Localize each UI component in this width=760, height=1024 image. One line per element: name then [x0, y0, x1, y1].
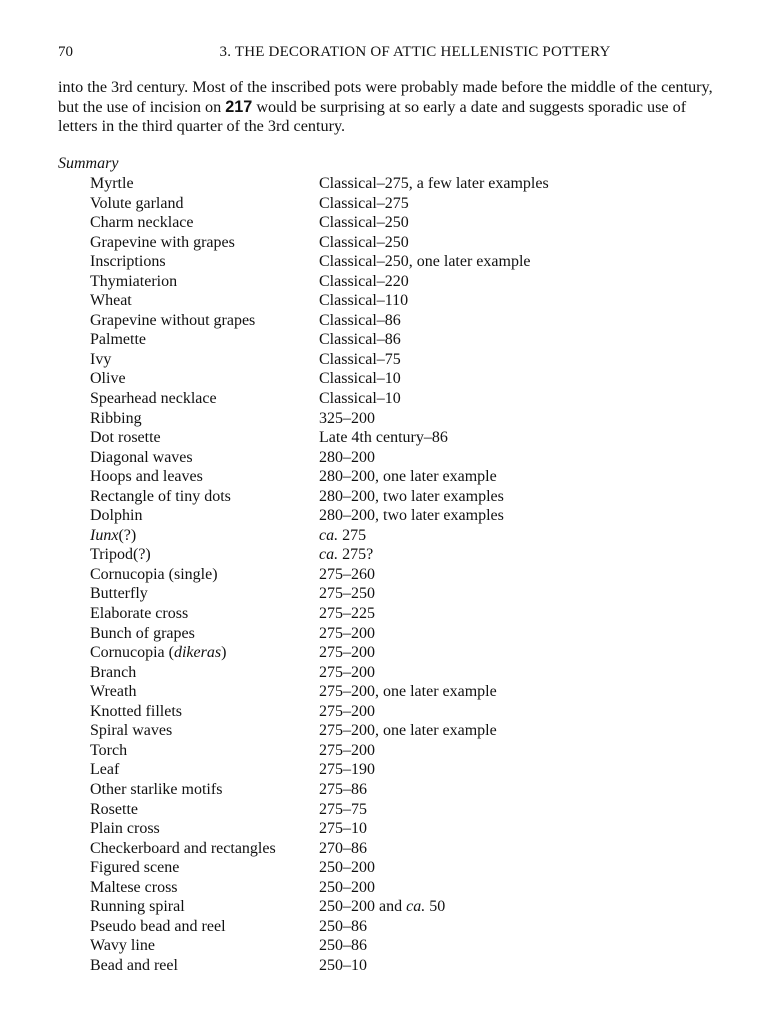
motif-text: Knotted fillets	[90, 702, 182, 720]
motif-date-range	[319, 917, 367, 937]
summary-row	[90, 819, 549, 839]
running-head: 3. THE DECORATION OF ATTIC HELLENISTIC POTTERY	[219, 44, 611, 60]
motif-text: Figured scene	[90, 859, 180, 877]
motif-text: Dot rosette	[90, 429, 161, 447]
motif-text: Myrtle	[90, 175, 134, 192]
motif-text: Maltese cross	[90, 878, 178, 896]
motif-name	[90, 643, 319, 663]
motif-name	[90, 741, 319, 761]
motif-text: Diagonal waves	[90, 448, 193, 466]
motif-text: Spiral waves	[90, 722, 173, 740]
motif-date-range	[319, 174, 549, 194]
motif-text: Charm necklace	[90, 214, 194, 232]
summary-row	[90, 917, 549, 937]
motif-italic-text: Iunx	[90, 526, 119, 544]
motif-date-range	[319, 350, 401, 370]
motif-name	[90, 330, 319, 350]
date-text: 275–190	[319, 761, 375, 779]
summary-row	[90, 545, 549, 565]
motif-name	[90, 760, 319, 780]
motif-date-range	[319, 252, 530, 272]
date-text: Classical–86	[319, 311, 401, 329]
summary-row	[90, 272, 549, 292]
motif-name	[90, 448, 319, 468]
summary-row	[90, 878, 549, 898]
summary-row	[90, 584, 549, 604]
motif-date-range	[319, 663, 375, 683]
date-text: 270–86	[319, 839, 367, 857]
motif-date-range	[319, 565, 375, 585]
motif-name	[90, 819, 319, 839]
date-text: 275–10	[319, 820, 367, 838]
date-text: 250–86	[319, 937, 367, 955]
motif-name	[90, 565, 319, 585]
date-text: 280–200, two later examples	[319, 487, 504, 505]
summary-row	[90, 448, 549, 468]
motif-text: Olive	[90, 370, 126, 388]
motif-name	[90, 428, 319, 448]
motif-date-range	[319, 409, 375, 429]
motif-date-range	[319, 311, 401, 331]
summary-row	[90, 760, 549, 780]
page-number: 70	[58, 44, 73, 60]
summary-row	[90, 428, 549, 448]
motif-date-range	[319, 956, 367, 976]
motif-name	[90, 506, 319, 526]
date-text: Classical–86	[319, 331, 401, 349]
summary-row	[90, 682, 549, 702]
motif-text: Ribbing	[90, 409, 142, 427]
motif-name	[90, 369, 319, 389]
motif-date-range	[319, 624, 375, 644]
summary-row	[90, 858, 549, 878]
date-text: 275–200	[319, 663, 375, 681]
summary-row	[90, 839, 549, 859]
summary-row	[90, 409, 549, 429]
summary-row	[90, 956, 549, 976]
motif-date-range	[319, 233, 409, 253]
motif-date-range	[319, 369, 401, 389]
motif-date-range	[319, 936, 367, 956]
motif-text: Butterfly	[90, 585, 148, 603]
motif-text: Rectangle of tiny dots	[90, 487, 231, 505]
date-text: 250–200 and	[319, 898, 407, 916]
motif-text: Volute garland	[90, 194, 184, 212]
date-text: 275–200	[319, 644, 375, 662]
motif-date-range	[319, 291, 408, 311]
motif-name	[90, 897, 319, 917]
motif-name	[90, 467, 319, 487]
date-text: 275–200	[319, 702, 375, 720]
summary-row	[90, 800, 549, 820]
motif-name	[90, 858, 319, 878]
motif-name	[90, 409, 319, 429]
motif-date-range	[319, 819, 367, 839]
date-italic-text: ca.	[319, 526, 339, 544]
motif-text: Cornucopia (	[90, 644, 174, 662]
date-text: 325–200	[319, 409, 375, 427]
motif-text: Other starlike motifs	[90, 780, 223, 798]
motif-text: Tripod(?)	[90, 546, 151, 564]
date-italic-text: ca.	[319, 546, 339, 564]
motif-text: Inscriptions	[90, 253, 166, 271]
date-text: 275–200, one later example	[319, 683, 497, 701]
motif-date-range	[319, 545, 373, 565]
date-text: Classical–75	[319, 350, 401, 368]
motif-text: Spearhead necklace	[90, 390, 217, 408]
date-text: Late 4th century–86	[319, 429, 448, 447]
motif-text: Hoops and leaves	[90, 468, 203, 486]
motif-date-range	[319, 741, 375, 761]
summary-row	[90, 624, 549, 644]
date-text: Classical–250	[319, 233, 409, 251]
motif-text: Branch	[90, 663, 137, 681]
motif-name	[90, 800, 319, 820]
summary-heading: Summary	[58, 155, 119, 172]
motif-name	[90, 604, 319, 624]
summary-row	[90, 174, 549, 194]
motif-date-range	[319, 858, 375, 878]
summary-row	[90, 467, 549, 487]
summary-row	[90, 663, 549, 683]
date-text: Classical–275	[319, 194, 409, 212]
motif-date-range	[319, 194, 409, 214]
date-text: 275	[338, 526, 367, 544]
date-text: 275?	[338, 546, 374, 564]
summary-row	[90, 233, 549, 253]
motif-date-range	[319, 682, 497, 702]
motif-name	[90, 663, 319, 683]
summary-row	[90, 936, 549, 956]
date-text: Classical–220	[319, 272, 409, 290]
date-text: 275–86	[319, 780, 367, 798]
summary-row	[90, 604, 549, 624]
summary-row	[90, 194, 549, 214]
motif-name	[90, 780, 319, 800]
summary-row	[90, 389, 549, 409]
date-text: 275–250	[319, 585, 375, 603]
date-text: 280–200, one later example	[319, 468, 497, 486]
summary-table	[90, 174, 549, 975]
motif-text: (?)	[118, 526, 137, 544]
motif-date-range	[319, 839, 367, 859]
motif-text: Plain cross	[90, 820, 160, 838]
summary-row	[90, 291, 549, 311]
summary-row	[90, 741, 549, 761]
motif-date-range	[319, 702, 375, 722]
intro-text-before: into the 3rd century. Most of the inscribed pots were probably made before the middle of the century, but the use of incision on	[58, 78, 713, 116]
date-text: 275–260	[319, 565, 375, 583]
motif-text: Bunch of grapes	[90, 624, 195, 642]
date-text: 275–225	[319, 605, 375, 623]
motif-text: Cornucopia (single)	[90, 565, 218, 583]
motif-name	[90, 917, 319, 937]
motif-date-range	[319, 897, 445, 917]
motif-name	[90, 545, 319, 565]
motif-date-range	[319, 584, 375, 604]
motif-text: Wreath	[90, 683, 137, 701]
motif-name	[90, 956, 319, 976]
motif-name	[90, 174, 319, 194]
summary-row	[90, 506, 549, 526]
motif-date-range	[319, 506, 504, 526]
motif-text: Pseudo bead and reel	[90, 917, 226, 935]
summary-row	[90, 897, 549, 917]
summary-row	[90, 369, 549, 389]
motif-text: Wheat	[90, 292, 132, 310]
motif-name	[90, 233, 319, 253]
motif-name	[90, 252, 319, 272]
motif-name	[90, 194, 319, 214]
motif-name	[90, 584, 319, 604]
motif-text: Palmette	[90, 331, 146, 349]
motif-text: )	[221, 644, 227, 662]
date-italic-text: ca.	[406, 898, 426, 916]
date-text: 275–200	[319, 741, 375, 759]
summary-row	[90, 702, 549, 722]
motif-name	[90, 682, 319, 702]
date-text: Classical–110	[319, 292, 409, 310]
motif-name	[90, 702, 319, 722]
motif-date-range	[319, 467, 497, 487]
motif-name	[90, 936, 319, 956]
date-text: 275–200	[319, 624, 375, 642]
motif-italic-text: dikeras	[173, 644, 222, 662]
summary-row	[90, 526, 549, 546]
motif-name	[90, 878, 319, 898]
motif-text: Elaborate cross	[90, 605, 189, 623]
summary-row	[90, 213, 549, 233]
motif-text: Dolphin	[90, 507, 143, 525]
summary-row	[90, 311, 549, 331]
motif-text: Grapevine without grapes	[90, 311, 256, 329]
intro-text-after: would be surprising at so early a date and suggests sporadic use of letters in the third quarter of the 3rd century.	[58, 97, 687, 135]
motif-name	[90, 721, 319, 741]
motif-date-range	[319, 428, 448, 448]
motif-text: Ivy	[90, 350, 112, 368]
motif-date-range	[319, 780, 367, 800]
motif-name	[90, 272, 319, 292]
date-text: 275–75	[319, 800, 367, 818]
date-text: 280–200, two later examples	[319, 507, 504, 525]
motif-text: Torch	[90, 741, 128, 759]
motif-date-range	[319, 878, 375, 898]
motif-date-range	[319, 389, 401, 409]
date-text: 250–200	[319, 859, 375, 877]
motif-date-range	[319, 330, 401, 350]
summary-row	[90, 350, 549, 370]
date-text: Classical–275, a few later examples	[319, 175, 549, 192]
summary-row	[90, 643, 549, 663]
summary-row	[90, 252, 549, 272]
date-text: 50	[425, 898, 446, 916]
motif-name	[90, 213, 319, 233]
motif-date-range	[319, 272, 409, 292]
motif-text: Bead and reel	[90, 956, 178, 974]
summary-row	[90, 721, 549, 741]
summary-row	[90, 780, 549, 800]
motif-name	[90, 526, 319, 546]
motif-date-range	[319, 448, 375, 468]
motif-text: Wavy line	[90, 937, 155, 955]
motif-date-range	[319, 721, 497, 741]
date-text: Classical–10	[319, 390, 401, 408]
summary-row	[90, 330, 549, 350]
motif-name	[90, 624, 319, 644]
date-text: Classical–250, one later example	[319, 253, 531, 271]
motif-date-range	[319, 643, 375, 663]
motif-name	[90, 389, 319, 409]
date-text: 250–10	[319, 956, 367, 974]
summary-row	[90, 487, 549, 507]
intro-paragraph	[58, 78, 718, 137]
motif-text: Rosette	[90, 800, 138, 818]
motif-name	[90, 487, 319, 507]
date-text: 275–200, one later example	[319, 722, 497, 740]
motif-date-range	[319, 760, 375, 780]
intro-bold-number: 217	[225, 97, 253, 116]
date-text: Classical–250	[319, 214, 409, 232]
motif-date-range	[319, 213, 409, 233]
motif-text: Running spiral	[90, 898, 185, 916]
motif-text: Thymiaterion	[90, 272, 178, 290]
motif-name	[90, 291, 319, 311]
date-text: 280–200	[319, 448, 375, 466]
date-text: Classical–10	[319, 370, 401, 388]
motif-name	[90, 839, 319, 859]
motif-date-range	[319, 604, 375, 624]
motif-date-range	[319, 487, 504, 507]
date-text: 250–86	[319, 917, 367, 935]
motif-name	[90, 350, 319, 370]
motif-text: Leaf	[90, 761, 120, 779]
date-text: 250–200	[319, 878, 375, 896]
motif-text: Grapevine with grapes	[90, 233, 235, 251]
motif-name	[90, 311, 319, 331]
motif-date-range	[319, 526, 366, 546]
motif-date-range	[319, 800, 367, 820]
summary-row	[90, 565, 549, 585]
motif-text: Checkerboard and rectangles	[90, 839, 276, 857]
